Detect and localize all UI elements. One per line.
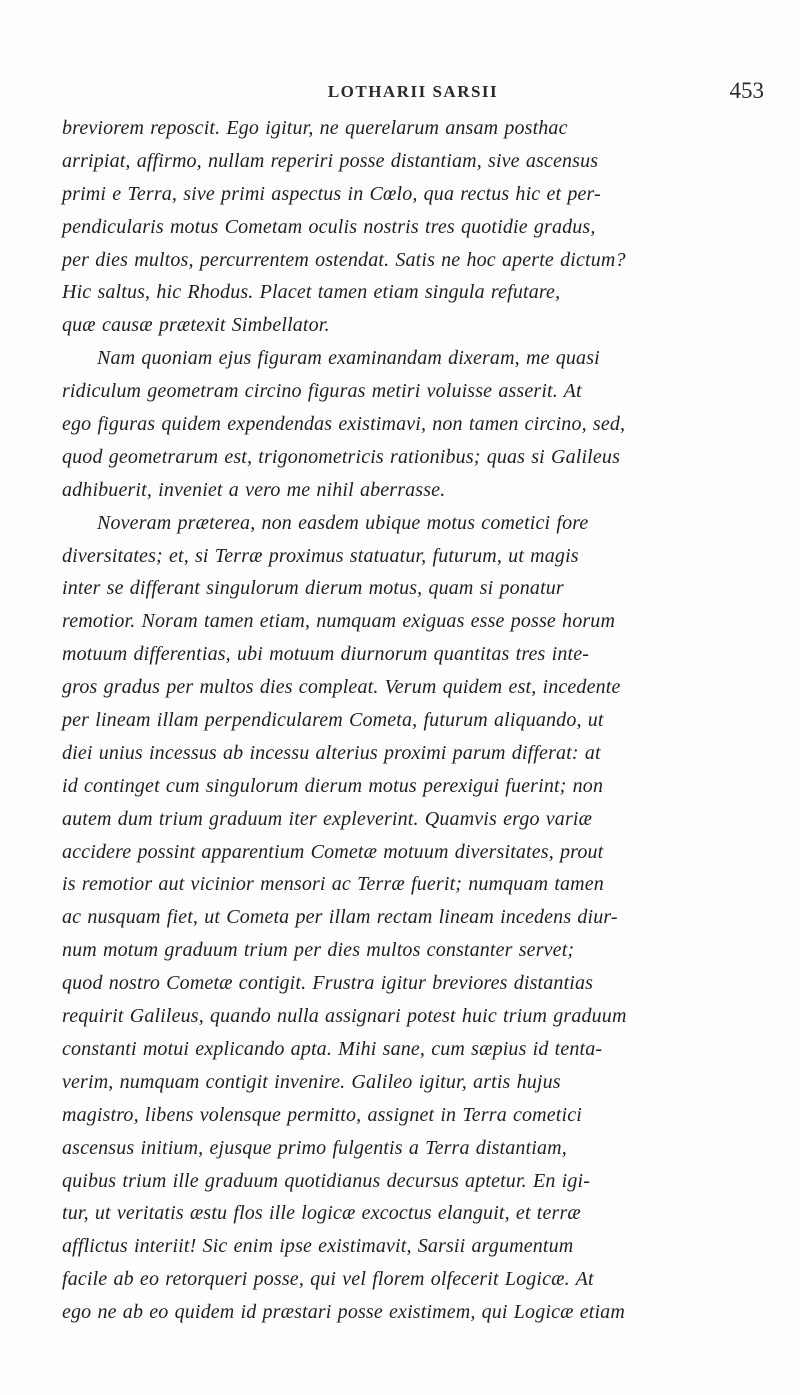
text-line: arripiat, affirmo, nullam reperiri posse distantiam, sive ascensus bbox=[62, 149, 599, 172]
text-line: breviorem reposcit. Ego igitur, ne querelarum ansam posthac bbox=[62, 117, 568, 139]
text-line: is remotior aut vicinior mensori ac Terræ fuerit; numquam tamen bbox=[62, 873, 604, 896]
text-line: diversitates; et, si Terræ proximus statuatur, futurum, ut magis bbox=[62, 544, 579, 567]
paragraph-start-line: Noveram præterea, non easdem ubique motus cometici fore bbox=[97, 511, 589, 534]
text-line: inter se differant singulorum dierum motus, quam si ponatur bbox=[62, 577, 564, 600]
text-line: tur, ut veritatis æstu flos ille logicæ excoctus elanguit, et terræ bbox=[62, 1202, 581, 1225]
text-body bbox=[62, 112, 774, 1329]
paragraph-start-line: Nam quoniam ejus figuram examinandam dixeram, me quasi bbox=[97, 347, 600, 370]
text-line: Hic saltus, hic Rhodus. Placet tamen etiam singula refutare, bbox=[62, 281, 561, 304]
text-line: pendicularis motus Cometam oculis nostris tres quotidie gradus, bbox=[62, 215, 596, 238]
text-line: quod geometrarum est, trigonometricis rationibus; quas si Galileus bbox=[62, 445, 621, 468]
text-line: quibus trium ille graduum quotidianus decursus aptetur. En igi- bbox=[62, 1169, 591, 1192]
text-line: accidere possint apparentium Cometæ motuum diversitates, prout bbox=[62, 840, 604, 863]
text-line: id continget cum singulorum dierum motus perexigui fuerint; non bbox=[62, 774, 604, 797]
text-line: constanti motui explicando apta. Mihi sane, cum sæpius id tenta- bbox=[62, 1037, 603, 1060]
running-head bbox=[62, 78, 764, 108]
text-line: verim, numquam contigit invenire. Galileo igitur, artis hujus bbox=[62, 1070, 561, 1093]
text-line: autem dum trium graduum iter expleverint. Quamvis ergo variæ bbox=[62, 807, 593, 830]
running-title: LOTHARII SARSII bbox=[327, 82, 499, 101]
text-line: gros gradus per multos dies compleat. Verum quidem est, incedente bbox=[62, 676, 621, 699]
text-line: primi e Terra, sive primi aspectus in Cœlo, qua rectus hic et per- bbox=[62, 182, 601, 205]
text-line: diei unius incessus ab incessu alterius proximi parum differat: at bbox=[62, 741, 601, 764]
text-line: magistro, libens volensque permitto, assignet in Terra cometici bbox=[62, 1103, 582, 1126]
text-line: afflictus interiit! Sic enim ipse existimavit, Sarsii argumentum bbox=[62, 1235, 574, 1258]
page-number: 453 bbox=[729, 78, 764, 103]
text-line: ego ne ab eo quidem id præstari posse existimem, qui Logicæ etiam bbox=[62, 1301, 625, 1324]
text-line: adhibuerit, inveniet a vero me nihil aberrasse. bbox=[62, 478, 446, 501]
text-line: ridiculum geometram circino figuras metiri voluisse asserit. At bbox=[62, 380, 582, 403]
text-line: per dies multos, percurrentem ostendat. Satis ne hoc aperte dictum? bbox=[62, 248, 626, 271]
text-line: motuum differentias, ubi motuum diurnorum quantitas tres inte- bbox=[62, 643, 590, 666]
text-line: remotior. Noram tamen etiam, numquam exiguas esse posse horum bbox=[62, 610, 616, 633]
text-line: ascensus initium, ejusque primo fulgentis a Terra distantiam, bbox=[62, 1136, 567, 1159]
text-line: facile ab eo retorqueri posse, qui vel florem olfecerit Logicæ. At bbox=[62, 1268, 594, 1291]
text-line: requirit Galileus, quando nulla assignari potest huic trium graduum bbox=[62, 1005, 627, 1028]
text-line: per lineam illam perpendicularem Cometa, futurum aliquando, ut bbox=[62, 709, 604, 732]
text-line: num motum graduum trium per dies multos constanter servet; bbox=[62, 939, 575, 962]
text-line: ac nusquam fiet, ut Cometa per illam rectam lineam incedens diur- bbox=[62, 906, 618, 929]
text-line: quæ causæ prætexit Simbellator. bbox=[62, 314, 330, 337]
text-line: quod nostro Cometæ contigit. Frustra igitur breviores distantias bbox=[62, 972, 594, 995]
text-line: ego figuras quidem expendendas existimavi, non tamen circino, sed, bbox=[62, 413, 626, 436]
